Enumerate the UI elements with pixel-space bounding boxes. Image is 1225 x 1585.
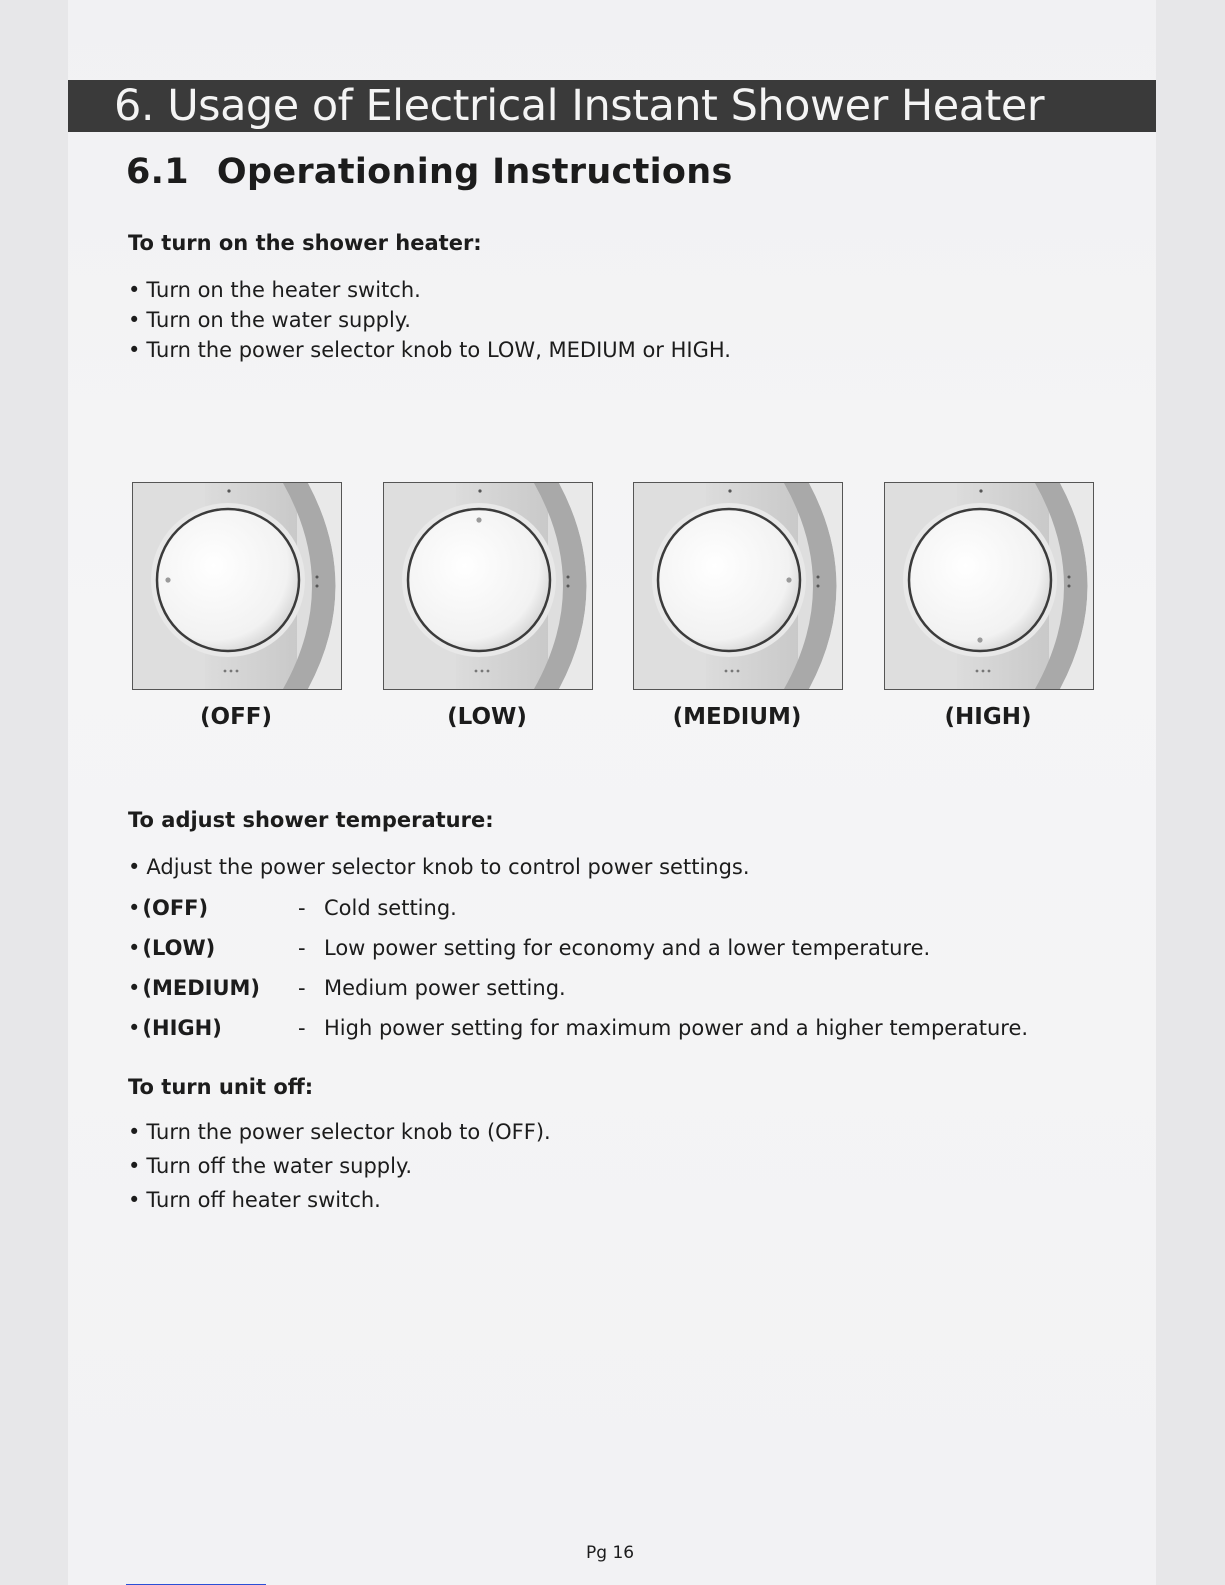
setting-name: • (LOW): [128, 928, 298, 968]
turn-on-step: • Turn on the heater switch.: [128, 275, 731, 305]
panel-mark: [725, 670, 728, 673]
knob-image-medium: [633, 482, 843, 690]
turn-on-steps: [128, 275, 731, 365]
adjust-heading: To adjust shower temperature:: [128, 808, 494, 832]
panel-mark: [475, 670, 478, 673]
panel-mark: [236, 670, 239, 673]
panel-mark: [737, 670, 740, 673]
panel-mark: [227, 489, 230, 492]
knob-image-low: [383, 482, 593, 690]
setting-name: • (OFF): [128, 888, 298, 928]
panel-mark: [481, 670, 484, 673]
setting-description: Cold setting.: [324, 896, 457, 920]
adjust-intro: • Adjust the power selector knob to control power settings.: [128, 855, 750, 879]
knob-indicator: [165, 577, 170, 582]
panel-mark: [1068, 585, 1071, 588]
turn-on-step: • Turn on the water supply.: [128, 305, 731, 335]
knob-face: [408, 509, 550, 651]
setting-dash: -: [298, 976, 306, 1000]
panel-mark: [728, 489, 731, 492]
setting-dash: -: [298, 896, 306, 920]
turn-on-heading: To turn on the shower heater:: [128, 231, 482, 255]
setting-dash: -: [298, 936, 306, 960]
turn-off-step: • Turn off the water supply.: [128, 1149, 551, 1183]
setting-row-off: [128, 888, 457, 928]
setting-description: Medium power setting.: [324, 976, 566, 1000]
setting-dash: -: [298, 1016, 306, 1040]
panel-mark: [224, 670, 227, 673]
panel-mark: [478, 489, 481, 492]
turn-off-step: • Turn the power selector knob to (OFF).: [128, 1115, 551, 1149]
knob-indicator: [476, 517, 481, 522]
knob-label-high: (HIGH): [944, 704, 1032, 730]
panel-mark: [976, 670, 979, 673]
panel-mark: [817, 585, 820, 588]
panel-mark: [567, 576, 570, 579]
knob-face: [658, 509, 800, 651]
knob-face: [909, 509, 1051, 651]
turn-on-step: • Turn the power selector knob to LOW, MEDIUM or HIGH.: [128, 335, 731, 365]
knob-face: [157, 509, 299, 651]
panel-mark: [1068, 576, 1071, 579]
knob-indicator: [977, 637, 982, 642]
section-number: 6.1: [126, 152, 189, 192]
knob-image-high: [884, 482, 1094, 690]
section-heading: Operationing Instructions: [216, 152, 733, 192]
panel-mark: [487, 670, 490, 673]
turn-off-steps: [128, 1115, 551, 1217]
knob-label-off: (OFF): [200, 704, 272, 730]
panel-mark: [988, 670, 991, 673]
setting-row-low: [128, 928, 930, 968]
panel-mark: [316, 585, 319, 588]
panel-mark: [979, 489, 982, 492]
setting-row-high: [128, 1008, 1028, 1048]
knob-label-medium: (MEDIUM): [672, 704, 802, 730]
setting-description: High power setting for maximum power and a higher temperature.: [324, 1016, 1029, 1040]
panel-mark: [230, 670, 233, 673]
turn-off-heading: To turn unit off:: [128, 1075, 314, 1099]
setting-name: • (HIGH): [128, 1008, 298, 1048]
panel-mark: [817, 576, 820, 579]
panel-mark: [731, 670, 734, 673]
panel-mark: [567, 585, 570, 588]
section-title: [126, 152, 733, 192]
chapter-banner: 6. Usage of Electrical Instant Shower Heater: [68, 80, 1156, 132]
knob-label-low: (LOW): [447, 704, 527, 730]
setting-description: Low power setting for economy and a lower temperature.: [324, 936, 931, 960]
knob-indicator: [786, 577, 791, 582]
turn-off-step: • Turn off heater switch.: [128, 1183, 551, 1217]
panel-mark: [316, 576, 319, 579]
page-number: Pg 16: [586, 1543, 635, 1563]
knob-image-off: [132, 482, 342, 690]
panel-mark: [982, 670, 985, 673]
setting-name: • (MEDIUM): [128, 968, 298, 1008]
setting-row-medium: [128, 968, 566, 1008]
